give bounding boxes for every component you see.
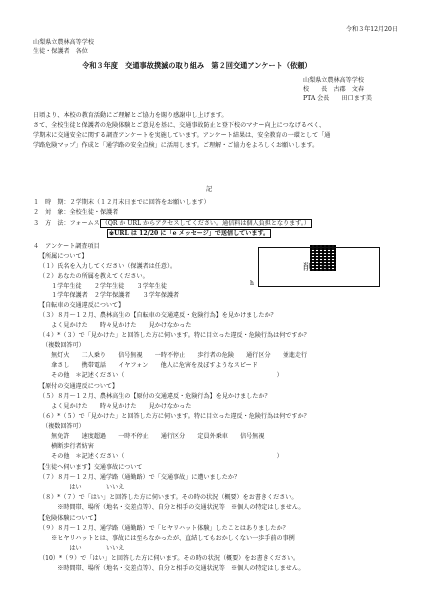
document-date: 令和３年12月20日 [345, 26, 398, 33]
survey-line: 無免許 速度超過 一時不停止 通行区分 定員外乗車 信号無視 [39, 433, 265, 440]
sender-school: 山梨県立農林高等学校 [303, 77, 364, 84]
item-method-prefix: ３ 方 法：フォームス [33, 220, 100, 227]
intro-line-1: 日頃より、本校の教育活動にご理解とご協力を賜り感謝申し上げます。 [33, 112, 228, 119]
survey-line: ※時間帯、場所（地名・交差点等）、自分と相手の交通状況等 ※個人の特定はしません。 [39, 504, 305, 511]
survey-line: １学年生徒 ２学年生徒 ３学年生徒 [39, 283, 167, 290]
survey-line: 【危険体験について】 [39, 515, 100, 522]
survey-line: （複数回答可） [39, 423, 85, 430]
survey-line: はい いいえ [39, 484, 125, 491]
survey-line: （６）*（５）で「見かけた」と回答した方に伺います。特に目立った違反・危険行為は何ですか？ [39, 413, 310, 420]
survey-line: １学年保護者 ２学年保護者 ３学年保護者 [39, 292, 180, 299]
recipient-people: 生徒・保護者 各位 [33, 48, 88, 55]
survey-line: よく見かけた 時々見かけた 見かけなかった [39, 403, 192, 410]
survey-line: その他 ＊記述ください（ ） [39, 372, 283, 379]
survey-line: （４）*（３）で「見かけた」と回答した方に伺います。特に目立った違反・危険行為は何ですか？ [39, 332, 310, 339]
item-time: １ 時 期：２学期末（１２月末日までに回答をお願いします） [33, 199, 210, 206]
intro-line-2: さて、全校生徒と保護者の危険体験とご意見を基に、交通事故防止と登下校のマナー向上につなげるべく、 [33, 122, 326, 129]
survey-line: （５）８月～１２月、農林高生の【原付の交通違反・危険行為】を見かけましたか？ [39, 393, 271, 400]
survey-line: （７）８月～１２月、通学路（通勤路）で「交通事故」に遭いましたか？ [39, 474, 241, 481]
survey-line: 無灯火 二人乗り 信号無視 一時不停止 歩行者の危険 通行区分 並進走行 [39, 352, 308, 359]
item-target: ２ 対 象：全校生徒・保護者 [33, 209, 119, 216]
survey-line: 傘さし 携帯電話 イヤフォン 他人に危害を及ぼすようなスピード [39, 362, 258, 369]
sender-principal: 校 長 古郡 文春 [303, 86, 364, 93]
survey-line: はい いいえ [39, 545, 125, 552]
survey-line: 【原付の交通違反について】 [39, 383, 119, 390]
survey-line: よく見かけた 時々見かけた 見かけなかった [39, 322, 192, 329]
survey-line: （10）*（９）で「はい」と回答した方に伺います。その時の状況（概要）をお書きください。 [39, 555, 300, 562]
document-title: 令和３年度 交通事故撲滅の取り組み 第２回交通アンケート（依頼） [82, 61, 312, 70]
survey-line: その他 ＊記述ください（ ） [39, 453, 283, 460]
recipient-school: 山梨県立農林高等学校 [33, 39, 94, 46]
survey-line: 【所属について】 [39, 253, 88, 260]
method-note-box: ※URL は 12/20 に「e メッセージ」で送信しています。 [109, 230, 270, 237]
intro-line-4: 学路危険マップ」作成と「通学路の安全点検」に活用します。ご理解・ご協力をよろしくお願いします。 [33, 142, 319, 149]
item-method-main: （QR か URL からアクセスしてください。通信料は個人負担となります。） [101, 220, 310, 227]
deleted-label: 削 除 [303, 263, 331, 273]
survey-line: （複数回答可） [39, 342, 85, 349]
survey-line: ※時間帯、場所（地名・交差点等）、自分と相手の交通状況等 ※個人の特定はしません。 [39, 565, 305, 572]
survey-line: （９）８月～１２月、通学路（通勤路）で「ヒヤリハット体験」したことはありましたか？ [39, 525, 289, 532]
sender-pta: PTA 会長 田口ます美 [303, 95, 373, 102]
survey-line: 横断歩行者妨害 [39, 443, 94, 450]
survey-line: 【自転車の交通違反について】 [39, 302, 125, 309]
survey-line: 【生徒へ伺います】交通事故について [39, 464, 143, 471]
survey-line: （２）あなたの所属を教えてください。 [39, 273, 149, 280]
item-method [33, 219, 312, 228]
survey-line: ※ヒヤリハットとは、事故には至らなかったが、直結してもおかしくない一歩手前の事例 [39, 535, 295, 542]
survey-line: （３）８月～１２月、農林高生の【自転車の交通違反・危険行為】を見かけましたか？ [39, 312, 277, 319]
deleted-fragment: h [250, 280, 254, 287]
item-method-note [107, 229, 271, 238]
ki-marker: 記 [206, 186, 213, 193]
survey-line: （８）*（７）で「はい」と回答した方に伺います。その時の状況（概要）をお書きください。 [39, 494, 298, 501]
survey-line: （１）氏名を入力してください（保護者は任意）。 [39, 263, 177, 270]
intro-line-3: 学期末に交通安全に関する調査アンケートを実施しています。アンケート結果は、安全教育の一環として「通 [33, 132, 331, 139]
item-section4: ４ アンケート調査項目 [33, 243, 100, 250]
deleted-box [258, 247, 380, 287]
